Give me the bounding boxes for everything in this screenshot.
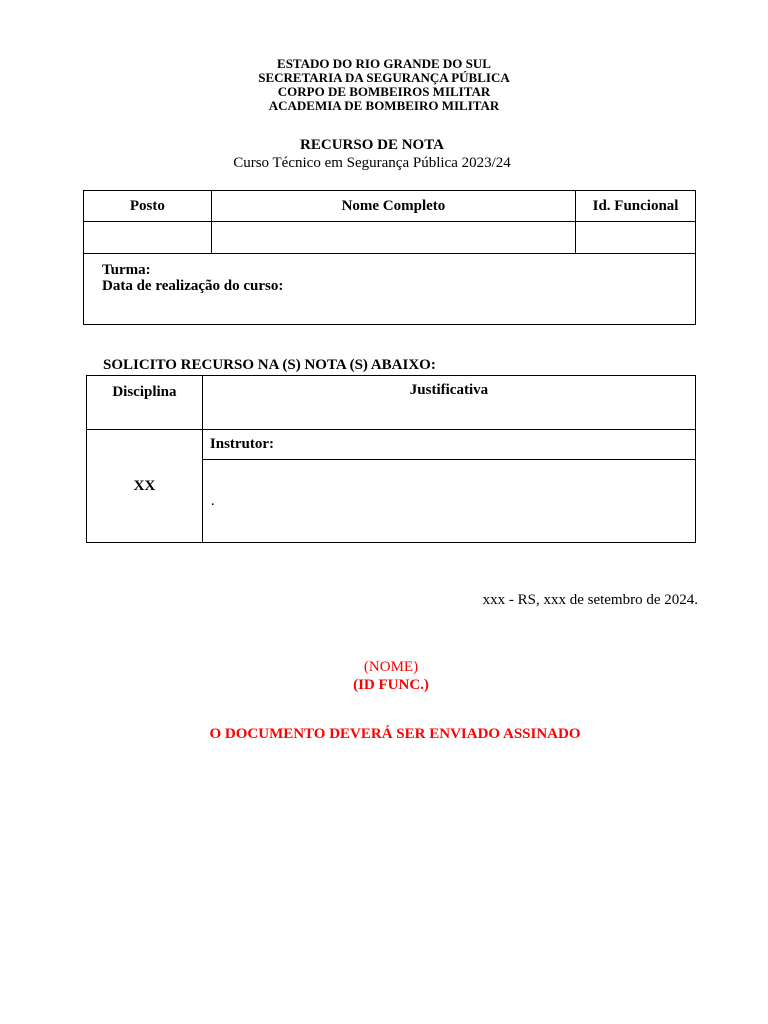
- date-line: xxx - RS, xxx de setembro de 2024.: [482, 592, 698, 608]
- column-nome-completo: Nome Completo: [211, 191, 575, 222]
- header-fire-department: CORPO DE BOMBEIROS MILITAR: [277, 84, 491, 99]
- document-title: RECURSO DE NOTA: [300, 137, 444, 153]
- column-disciplina: Disciplina: [87, 376, 203, 430]
- header-secretariat: SECRETARIA DA SEGURANÇA PÚBLICA: [258, 70, 510, 85]
- identification-table: [83, 190, 696, 325]
- course-date-label: Data de realização do curso:: [102, 278, 284, 294]
- justificativa-text[interactable]: .: [202, 460, 695, 543]
- instructor-row: [87, 430, 696, 460]
- header-academy: ACADEMIA DE BOMBEIRO MILITAR: [268, 98, 500, 113]
- column-justificativa: Justificativa: [202, 376, 695, 430]
- column-posto: Posto: [84, 191, 212, 222]
- disciplina-value[interactable]: XX: [87, 430, 203, 543]
- request-heading: SOLICITO RECURSO NA (S) NOTA (S) ABAIXO:: [103, 357, 436, 373]
- signature-name: (NOME): [363, 659, 419, 675]
- course-info-cell[interactable]: [84, 254, 696, 325]
- instrutor-label[interactable]: Instrutor:: [202, 430, 695, 460]
- column-id-funcional: Id. Funcional: [576, 191, 696, 222]
- id-funcional-value[interactable]: [576, 222, 696, 254]
- header-state: ESTADO DO RIO GRANDE DO SUL: [277, 56, 491, 71]
- nome-completo-value[interactable]: [211, 222, 575, 254]
- turma-label: Turma:: [102, 262, 151, 278]
- signature-id: (ID FUNC.): [353, 677, 429, 693]
- posto-value[interactable]: [84, 222, 212, 254]
- signed-document-notice: O DOCUMENTO DEVERÁ SER ENVIADO ASSINADO: [209, 726, 581, 742]
- request-header-row: [87, 376, 696, 430]
- identification-header-row: [84, 191, 696, 222]
- course-subtitle: Curso Técnico em Segurança Pública 2023/24: [233, 155, 511, 171]
- request-table: [86, 375, 696, 543]
- identification-value-row: [84, 222, 696, 254]
- course-info-row: [84, 254, 696, 325]
